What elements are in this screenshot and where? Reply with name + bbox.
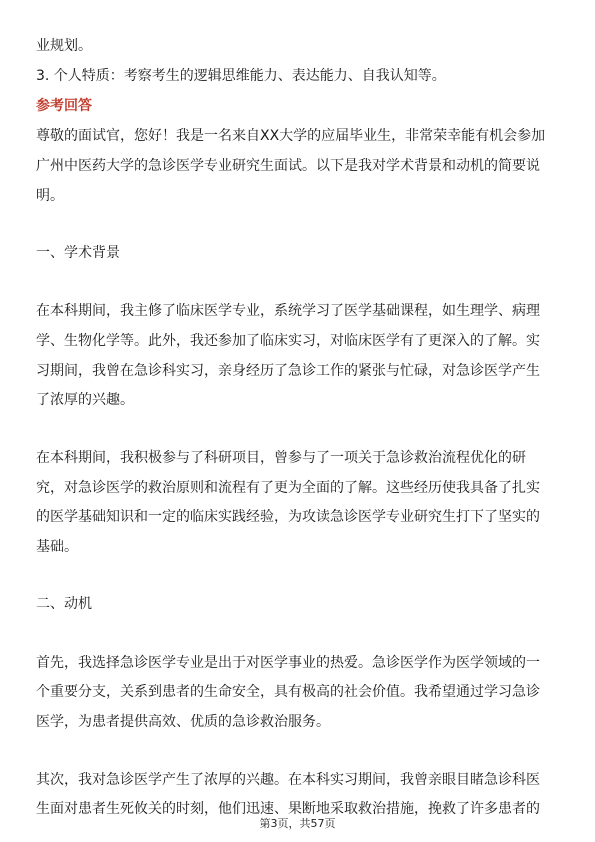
section-1-para-2-line-2: 究，对急诊医学的救治原则和流程有了更为全面的了解。这些经历使我具备了扎实 (36, 480, 540, 496)
page-number-footer: 第3页，共57页 (259, 817, 336, 830)
intro-tail-text: 业规划。 (36, 38, 92, 54)
section-2-title: 二、动机 (36, 596, 92, 612)
opening-line-1: 尊敬的面试官，您好！我是一名来自XX大学的应届毕业生，非常荣幸能有机会参加 (36, 128, 546, 144)
section-1-title: 一、学术背景 (36, 245, 120, 261)
section-1-para-1-line-1: 在本科期间，我主修了临床医学专业，系统学习了医学基础课程，如生理学、病理 (36, 303, 540, 319)
section-2-para-2-line-1: 其次，我对急诊医学产生了浓厚的兴趣。在本科实习期间，我曾亲眼目睹急诊科医 (36, 772, 540, 788)
section-2-para-2-line-2: 生面对患者生死攸关的时刻，他们迅速、果断地采取救治措施，挽救了许多患者的 (36, 801, 540, 817)
section-1-para-2-line-3: 的医学基础知识和一定的临床实践经验，为攻读急诊医学专业研究生打下了坚实的 (36, 509, 540, 525)
opening-line-2: 广州中医药大学的急诊医学专业研究生面试。以下是我对学术背景和动机的简要说 (36, 158, 540, 174)
section-1-para-1-line-2: 学、生物化学等。此外，我还参加了临床实习，对临床医学有了更深入的了解。实 (36, 333, 540, 349)
section-1-para-1-line-3: 习期间，我曾在急诊科实习，亲身经历了急诊工作的紧张与忙碌，对急诊医学产生 (36, 363, 540, 379)
point-3-text: 3. 个人特质：考察考生的逻辑思维能力、表达能力、自我认知等。 (36, 68, 446, 84)
section-1-para-1-line-4: 了浓厚的兴趣。 (36, 392, 134, 408)
section-2-para-1-line-3: 医学，为患者提供高效、优质的急诊救治服务。 (36, 714, 330, 730)
section-1-para-2-line-4: 基础。 (36, 539, 78, 555)
reference-answer-heading: 参考回答 (36, 98, 92, 114)
section-2-para-1-line-2: 个重要分支，关系到患者的生命安全，具有极高的社会价值。我希望通过学习急诊 (36, 684, 540, 700)
opening-line-3: 明。 (36, 188, 64, 204)
section-2-para-1-line-1: 首先，我选择急诊医学专业是出于对医学事业的热爱。急诊医学作为医学领域的一 (36, 655, 540, 671)
section-1-para-2-line-1: 在本科期间，我积极参与了科研项目，曾参与了一项关于急诊救治流程优化的研 (36, 450, 526, 466)
